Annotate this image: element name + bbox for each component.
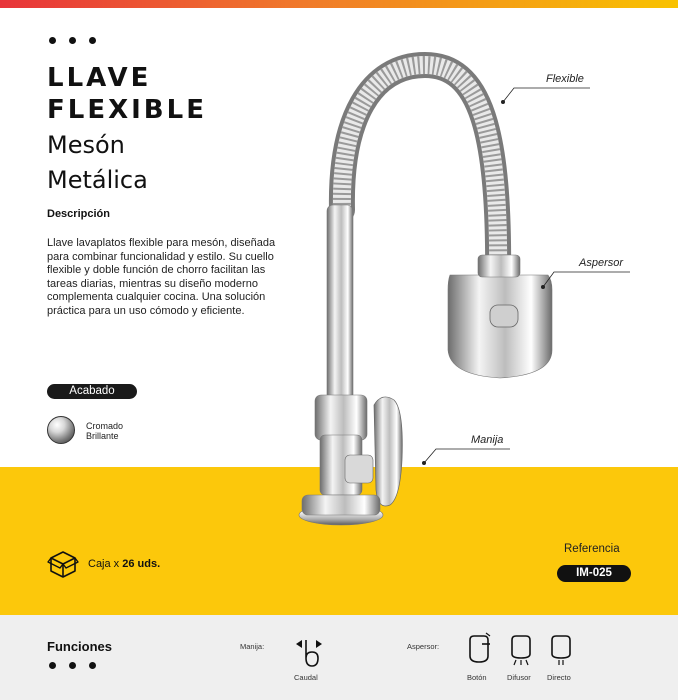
chrome-swatch (47, 416, 75, 444)
callout-manija: Manija (471, 434, 504, 446)
description-text: Llave lavaplatos flexible para mesón, diseñada para combinar funcionalidad y estilo. Su cuello flexible y doble función de chorro facilitan las tareas diarias, mientras su diseño moderno complementa cualquier cocina. Una solución práctica para un uso cómodo y eficiente. (47, 237, 276, 317)
reference-label: Referencia (564, 543, 620, 555)
box-icon (47, 549, 79, 579)
sprayer-item-difusor: Difusor (507, 673, 531, 682)
handle-flow-icon (292, 634, 326, 670)
sprayer-item-boton: Botón (467, 673, 487, 682)
sprayer-item-directo: Directo (547, 673, 571, 682)
product-title (47, 62, 207, 126)
finish-option-line-2: Brillante (86, 431, 119, 441)
sprayer-label: Aspersor: (407, 642, 440, 651)
description-heading: Descripción (47, 208, 110, 220)
faucet-illustration (290, 50, 570, 530)
functions-panel (0, 615, 678, 700)
subtitle-line-2: Metálica (47, 166, 148, 194)
title-line-1: LLAVE (47, 63, 152, 93)
top-gradient-bar (0, 0, 678, 8)
functions-heading: Funciones (47, 639, 113, 654)
subtitle-line-1: Mesón (47, 131, 125, 159)
packaging-prefix: Caja x (88, 558, 123, 570)
sprayer-diffuser-icon (506, 632, 536, 666)
packaging-quantity (88, 558, 160, 570)
title-line-2: FLEXIBLE (47, 95, 207, 125)
callout-flexible: Flexible (546, 73, 584, 85)
top-dots-decoration (49, 37, 96, 44)
finish-label-pill: Acabado (47, 384, 137, 399)
handle-item-caudal: Caudal (294, 673, 318, 682)
callout-aspersor: Aspersor (579, 257, 624, 269)
finish-option-line-1: Cromado (86, 421, 124, 431)
finish-option-label (86, 421, 123, 441)
product-subtitle (47, 128, 148, 198)
handle-label: Manija: (240, 642, 265, 651)
sprayer-button-icon (464, 632, 494, 666)
sprayer-direct-icon (546, 632, 576, 666)
bottom-dots-decoration (49, 662, 96, 669)
reference-code: IM-025 (557, 565, 631, 582)
packaging-count: 26 uds. (122, 558, 161, 570)
